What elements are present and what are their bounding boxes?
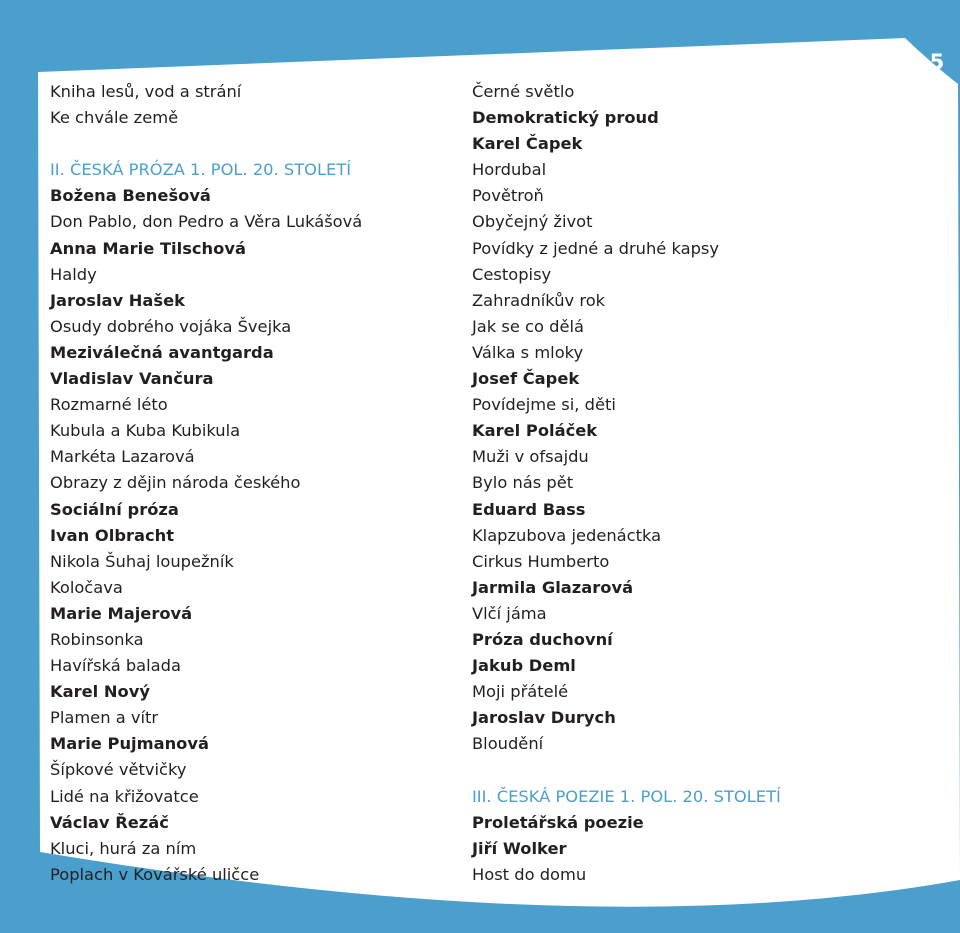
book-title: Markéta Lazarová — [50, 447, 195, 467]
book-title: Rozmarné léto — [50, 395, 168, 415]
author-name: Václav Řezáč — [50, 812, 169, 832]
book-title: Haldy — [50, 264, 97, 284]
author-name: Marie Majerová — [50, 603, 193, 623]
section-heading: III. ČESKÁ POEZIE 1. POL. 20. STOLETÍ — [472, 786, 781, 806]
author-name: Eduard Bass — [472, 499, 586, 519]
book-title: Havířská balada — [50, 656, 181, 676]
book-title: Muži v ofsajdu — [472, 447, 589, 467]
author-name: Meziválečná avantgarda — [50, 342, 274, 362]
book-title: Don Pablo, don Pedro a Věra Lukášová — [50, 212, 363, 232]
book-title: Klapzubova jedenáctka — [472, 525, 662, 545]
book-title: Bylo nás pět — [472, 473, 574, 493]
author-name: Demokratický proud — [472, 108, 659, 128]
book-title: Kniha lesů, vod a strání — [50, 82, 242, 101]
book-title: Šípkové větvičky — [50, 760, 187, 780]
author-name: Jarmila Glazarová — [472, 577, 634, 597]
author-name: Jiří Wolker — [472, 838, 567, 858]
book-title: Černé světlo — [472, 82, 575, 101]
author-name: Božena Benešová — [50, 186, 211, 206]
book-title: Povídejme si, děti — [472, 395, 616, 415]
book-title: Hordubal — [472, 160, 547, 180]
author-name: Karel Nový — [50, 682, 150, 702]
book-title: Cestopisy — [472, 264, 552, 284]
author-name: Próza duchovní — [472, 629, 613, 649]
book-title: Válka s mloky — [472, 342, 584, 362]
book-title: Lidé na křižovatce — [50, 786, 199, 806]
book-title: Poplach v Kovářské uličce — [50, 864, 260, 884]
right-column — [472, 79, 781, 888]
author-name: Jakub Deml — [472, 656, 576, 676]
author-name: Jaroslav Hašek — [50, 290, 185, 310]
book-title: Moji přátelé — [472, 682, 569, 702]
author-name: Ivan Olbracht — [50, 525, 175, 545]
spacer — [50, 131, 362, 157]
author-name: Sociální próza — [50, 499, 179, 519]
book-title: Obrazy z dějin národa českého — [50, 473, 301, 493]
author-name: Josef Čapek — [472, 369, 580, 389]
book-title: Kluci, hurá za ním — [50, 838, 197, 858]
author-name: Proletářská poezie — [472, 812, 644, 832]
book-title: Host do domu — [472, 864, 587, 884]
spacer — [472, 757, 781, 783]
book-title: Kubula a Kuba Kubikula — [50, 421, 241, 441]
book-title: Nikola Šuhaj loupežník — [50, 551, 234, 571]
book-title: Plamen a vítr — [50, 708, 159, 728]
section-heading: II. ČESKÁ PRÓZA 1. POL. 20. STOLETÍ — [50, 160, 352, 180]
book-title: Bloudění — [472, 734, 544, 754]
author-name: Vladislav Vančura — [50, 369, 214, 389]
book-title: Koločava — [50, 577, 123, 597]
page-number: 15 — [912, 50, 948, 74]
book-title: Osudy dobrého vojáka Švejka — [50, 316, 292, 336]
book-title: Obyčejný život — [472, 212, 593, 232]
author-name: Karel Poláček — [472, 421, 598, 441]
author-name: Anna Marie Tilschová — [50, 238, 246, 258]
book-title: Vlčí jáma — [472, 603, 547, 623]
book-title: Ke chvále země — [50, 108, 179, 128]
book-title: Povětroň — [472, 186, 544, 206]
left-column — [50, 79, 362, 888]
book-title: Povídky z jedné a druhé kapsy — [472, 238, 720, 258]
author-name: Jaroslav Durych — [472, 708, 616, 728]
author-name: Marie Pujmanová — [50, 734, 209, 754]
book-title: Zahradníkův rok — [472, 290, 606, 310]
author-name: Karel Čapek — [472, 134, 583, 154]
book-title: Cirkus Humberto — [472, 551, 610, 571]
book-title: Jak se co dělá — [472, 316, 584, 336]
book-title: Robinsonka — [50, 629, 144, 649]
